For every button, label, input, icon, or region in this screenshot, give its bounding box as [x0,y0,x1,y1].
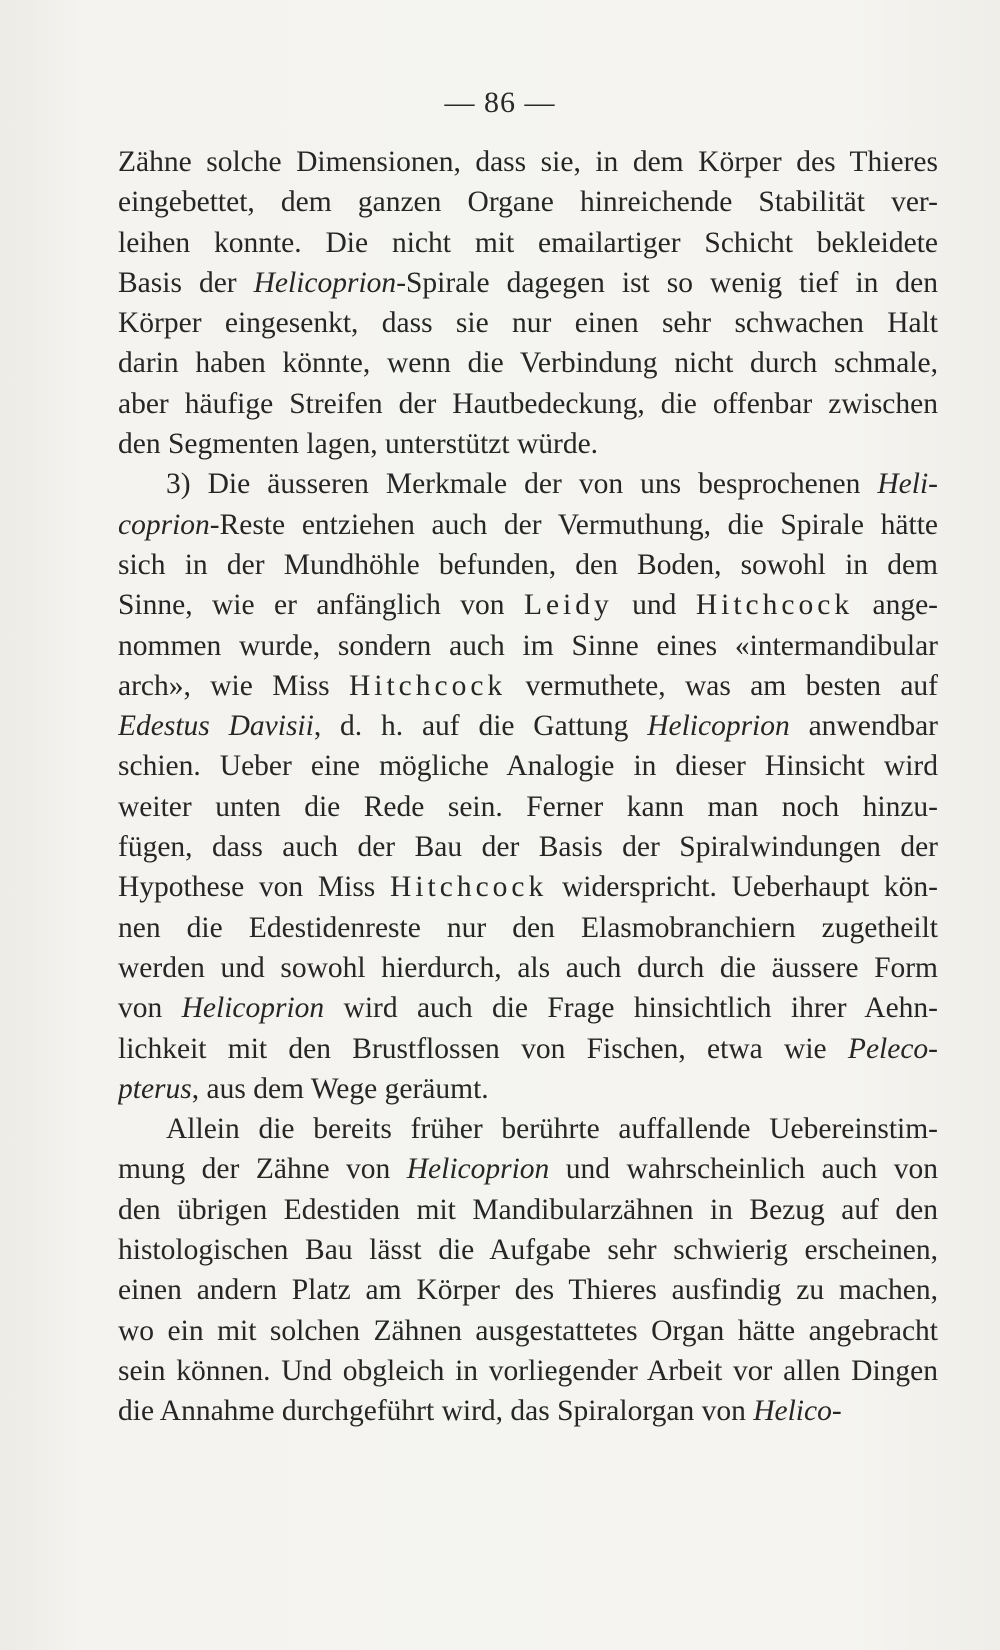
text-segment: Hypothese von Miss [118,871,391,904]
text-line [118,1311,938,1351]
text-segment: fügen, dass auch der Bau der Basis der Spiralwindungen der [118,831,938,864]
text-line [118,545,938,585]
text-segment: , aus dem Wege geräumt. [191,1072,489,1105]
text-line [118,384,938,424]
text-line [118,142,938,182]
text-line [118,1190,938,1230]
paragraph-1 [118,142,938,464]
text-line [118,303,938,343]
text-segment: wo ein mit solchen Zähnen ausgestattetes Organ hätte angebracht [118,1314,938,1347]
text-line [118,1270,938,1310]
text-segment: mung der Zähne von [118,1153,407,1186]
text-segment: den Segmenten lagen, unterstützt würde. [118,428,599,461]
text-segment: werden und sowohl hierdurch, als auch durch die äussere Form [118,951,938,984]
spaced-name: Hitchcock [695,589,854,622]
text-line [118,988,938,1028]
paragraph-3 [118,1109,938,1431]
text-line [118,867,938,907]
text-segment: nen die Edestidenreste nur den Elasmobranchiern zugetheilt [118,911,938,944]
text-segment: histologischen Bau lässt die Aufgabe sehr schwierig erscheinen, [118,1234,938,1267]
text-line [118,505,938,545]
italic-text: Helicoprion [406,1153,550,1186]
text-segment: -Reste entziehen auch der Vermuthung, die Spirale hätte [209,508,938,541]
text-segment: schien. Ueber eine mögliche Analogie in dieser Hinsicht wird [118,750,938,783]
text-line [118,182,938,222]
text-line [118,746,938,786]
text-line [118,1391,938,1431]
italic-text: Peleco- [847,1032,938,1065]
text-segment: Zähne solche Dimensionen, dass sie, in dem Körper des Thieres [118,146,938,178]
text-segment: einen andern Platz am Körper des Thieres ausfindig zu machen, [118,1274,938,1307]
spaced-name: Leidy [523,589,613,622]
spaced-name: Hitchcock [348,669,507,702]
text-segment: und wahrscheinlich auch von [549,1153,938,1186]
text-segment: den übrigen Edestiden mit Mandibularzähnen in Bezug auf den [118,1193,938,1226]
text-segment: lichkeit mit den Brustflossen von Fischen, etwa wie [118,1032,848,1065]
text-line [118,263,938,303]
text-line [118,343,938,383]
page-number: — 86 — [444,86,556,119]
text-segment: die Annahme durchgeführt wird, das Spiralorgan von [118,1395,754,1428]
text-line [118,1109,938,1149]
text-line [118,424,938,464]
italic-text: Edestus Davisii [118,710,314,743]
text-segment: sein können. Und obgleich in vorliegender Arbeit vor allen Dingen [118,1354,938,1387]
text-line [118,908,938,948]
text-line [118,1230,938,1270]
text-line [118,787,938,827]
italic-text: Helicoprion [181,992,325,1025]
paragraph-2 [118,464,938,1109]
text-line [118,626,938,666]
text-segment: eingebettet, dem ganzen Organe hinreichende Stabilität ver- [118,186,938,219]
text-segment: von [118,992,182,1025]
text-segment: 3) Die äusseren Merkmale der von uns besprochenen [166,468,878,501]
text-segment: und [612,589,696,622]
text-line [118,1149,938,1189]
text-segment: vermuthete, was am besten auf [506,669,938,702]
italic-text: pterus [118,1072,192,1105]
text-segment: wird auch die Frage hinsichtlich ihrer Aehn- [324,992,938,1025]
text-segment: widerspricht. Ueberhaupt kön- [547,871,938,904]
italic-text: Helicoprion [253,266,397,299]
body-text [118,142,938,1432]
text-line [118,464,938,504]
spaced-name: Hitchcock [390,871,548,904]
text-segment: , d. h. auf die Gattung [313,710,648,743]
italic-text: Helicoprion [647,710,790,743]
text-segment: sich in der Mundhöhle befunden, den Boden, sowohl in dem [118,548,938,581]
text-segment: nommen wurde, sondern auch im Sinne eines «intermandibular [118,629,938,662]
text-segment: ange- [853,589,938,622]
text-segment: -Spirale dagegen ist so wenig tief in den [396,266,938,299]
text-segment: Sinne, wie er anfänglich von [118,589,524,622]
text-line [118,1069,938,1109]
text-segment: weiter unten die Rede sein. Ferner kann man noch hinzu- [118,790,938,823]
text-line [118,223,938,263]
text-segment: anwendbar [789,710,938,743]
text-segment: aber häufige Streifen der Hautbedeckung, die offenbar zwischen [118,387,938,420]
text-line [118,585,938,625]
text-segment: leihen konnte. Die nicht mit emailartiger Schicht bekleidete [118,226,938,259]
text-line [118,1029,938,1069]
text-line [118,666,938,706]
text-segment: arch», wie Miss [118,669,349,702]
italic-text: Helico- [753,1395,842,1428]
text-segment: Basis der [118,266,254,299]
text-line [118,1351,938,1391]
italic-text: Heli- [877,468,938,501]
text-segment: Allein die bereits früher berührte auffallende Uebereinstim- [166,1113,938,1146]
italic-text: coprion [118,508,210,541]
text-line [118,706,938,746]
text-segment: Körper eingesenkt, dass sie nur einen sehr schwachen Halt [118,307,938,340]
text-segment: darin haben könnte, wenn die Verbindung nicht durch schmale, [118,347,938,380]
text-line [118,948,938,988]
text-line [118,827,938,867]
